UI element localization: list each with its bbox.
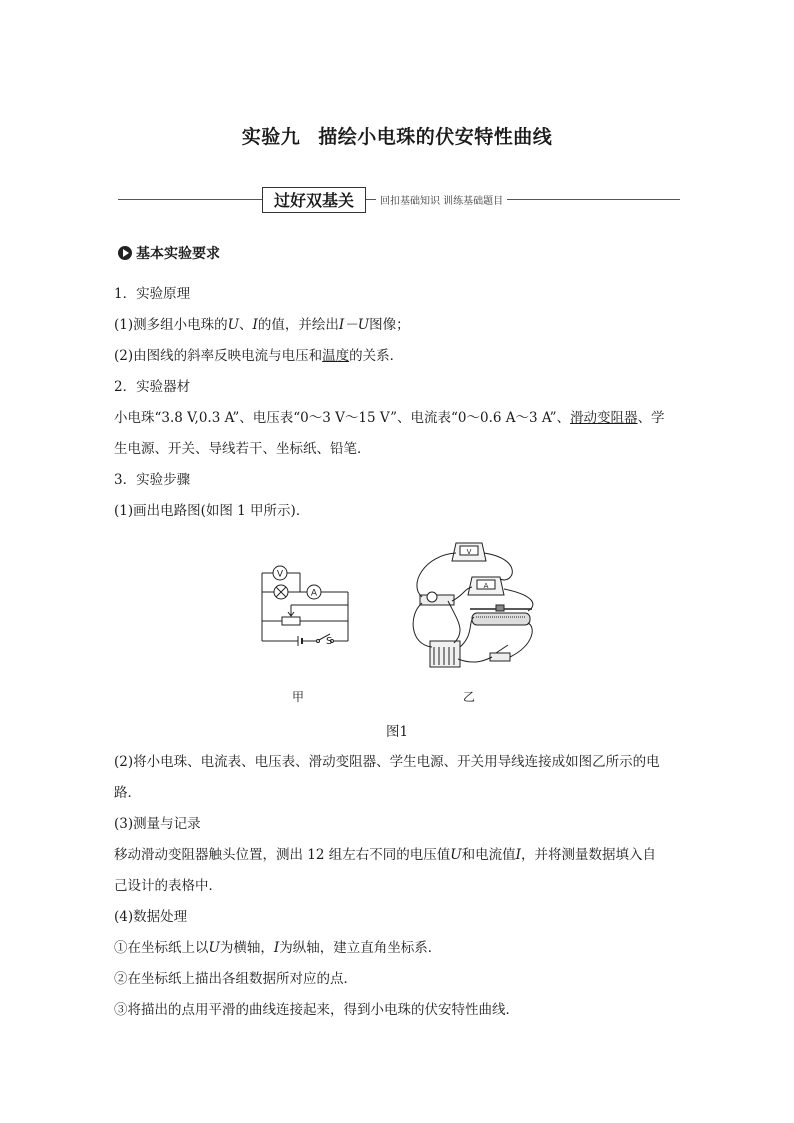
text-line-10: 路． <box>114 785 141 801</box>
text-span: 、学 <box>637 410 665 426</box>
text-line-3 <box>114 346 403 366</box>
text-line-6: 生电源、开关、导线若干、坐标纸、铅笔． <box>114 441 371 457</box>
var-U: U <box>450 847 462 863</box>
var-I: I <box>252 317 258 333</box>
text-line-15 <box>114 938 441 958</box>
text-span: 为纵轴，建立直角坐标系． <box>279 940 442 956</box>
svg-text:A: A <box>483 582 489 590</box>
text-line-11: (3)测量与记录 <box>114 816 201 832</box>
text-line-5 <box>114 408 665 428</box>
ammeter-symbol: A <box>310 588 318 599</box>
text-line-9: (2)将小电珠、电流表、电压表、滑动变阻器、学生电源、开关用导线连接成如图乙所示的电 <box>114 754 660 770</box>
text-span: 的关系． <box>349 348 404 364</box>
text-line-1: 1．实验原理 <box>114 286 191 302</box>
section-heading <box>118 243 220 263</box>
text-span: ，并将测量数据填入自 <box>521 847 656 863</box>
var-I-U: I－U <box>338 317 370 333</box>
text-line-12 <box>114 845 656 865</box>
section-heading-text: 基本实验要求 <box>136 246 220 262</box>
text-span: 移动滑动变阻器触头位置，测出 12 组左右不同的电压值 <box>114 847 451 863</box>
text-span: (1)测多组小电珠的 <box>114 317 228 333</box>
underlined-term: 滑动变阻器 <box>570 410 638 426</box>
var-I: I <box>515 847 521 863</box>
text-span: ①在坐标纸上以 <box>114 940 209 956</box>
text-line-16: ②在坐标纸上描出各组数据所对应的点． <box>114 971 357 987</box>
text-span: 图像； <box>369 317 410 333</box>
underlined-term: 温度 <box>322 348 350 364</box>
page-title <box>0 122 794 149</box>
figure-label-jia: 甲 <box>292 690 305 704</box>
title-part1: 实验九 <box>241 126 301 148</box>
text-line-13: 己设计的表格中． <box>114 878 222 894</box>
text-span: 为横轴， <box>219 940 274 956</box>
play-circle-icon <box>118 246 132 260</box>
voltmeter-symbol: V <box>276 569 284 580</box>
var-U: U <box>208 940 220 956</box>
text-span: (2)由图线的斜率反映电流与电压和 <box>114 348 323 364</box>
var-U: U <box>227 317 240 333</box>
title-part2: 描绘小电珠的伏安特性曲线 <box>318 126 553 148</box>
circuit-diagram <box>252 555 356 647</box>
banner-label: 过好双基关 <box>262 187 366 213</box>
svg-text:V: V <box>466 548 472 556</box>
text-span: 、 <box>239 317 253 333</box>
text-line-17: ③将描出的点用平滑的曲线连接起来，得到小电珠的伏安特性曲线． <box>114 1002 519 1018</box>
text-line-2 <box>114 315 410 335</box>
apparatus-illustration <box>404 535 540 675</box>
text-span: 小电珠“3.8 V,0.3 A”、电压表“0～3 V～15 V”、电流表“0～0.6 A～3 A”、 <box>114 410 571 426</box>
text-span: 的值，并绘出 <box>257 317 339 333</box>
text-line-4: 2．实验器材 <box>114 379 191 395</box>
text-line-7: 3．实验步骤 <box>114 472 191 488</box>
text-span: 和电流值 <box>461 847 516 863</box>
var-I: I <box>273 940 280 956</box>
figure-label-yi: 乙 <box>463 690 476 704</box>
figure-caption: 图1 <box>386 724 409 740</box>
banner-subtitle: 回扣基础知识 训练基础题目 <box>376 192 507 207</box>
text-line-8: (1)画出电路图(如图 1 甲所示)． <box>114 503 310 519</box>
text-line-14: (4)数据处理 <box>114 909 188 925</box>
switch-label: S <box>326 636 333 647</box>
